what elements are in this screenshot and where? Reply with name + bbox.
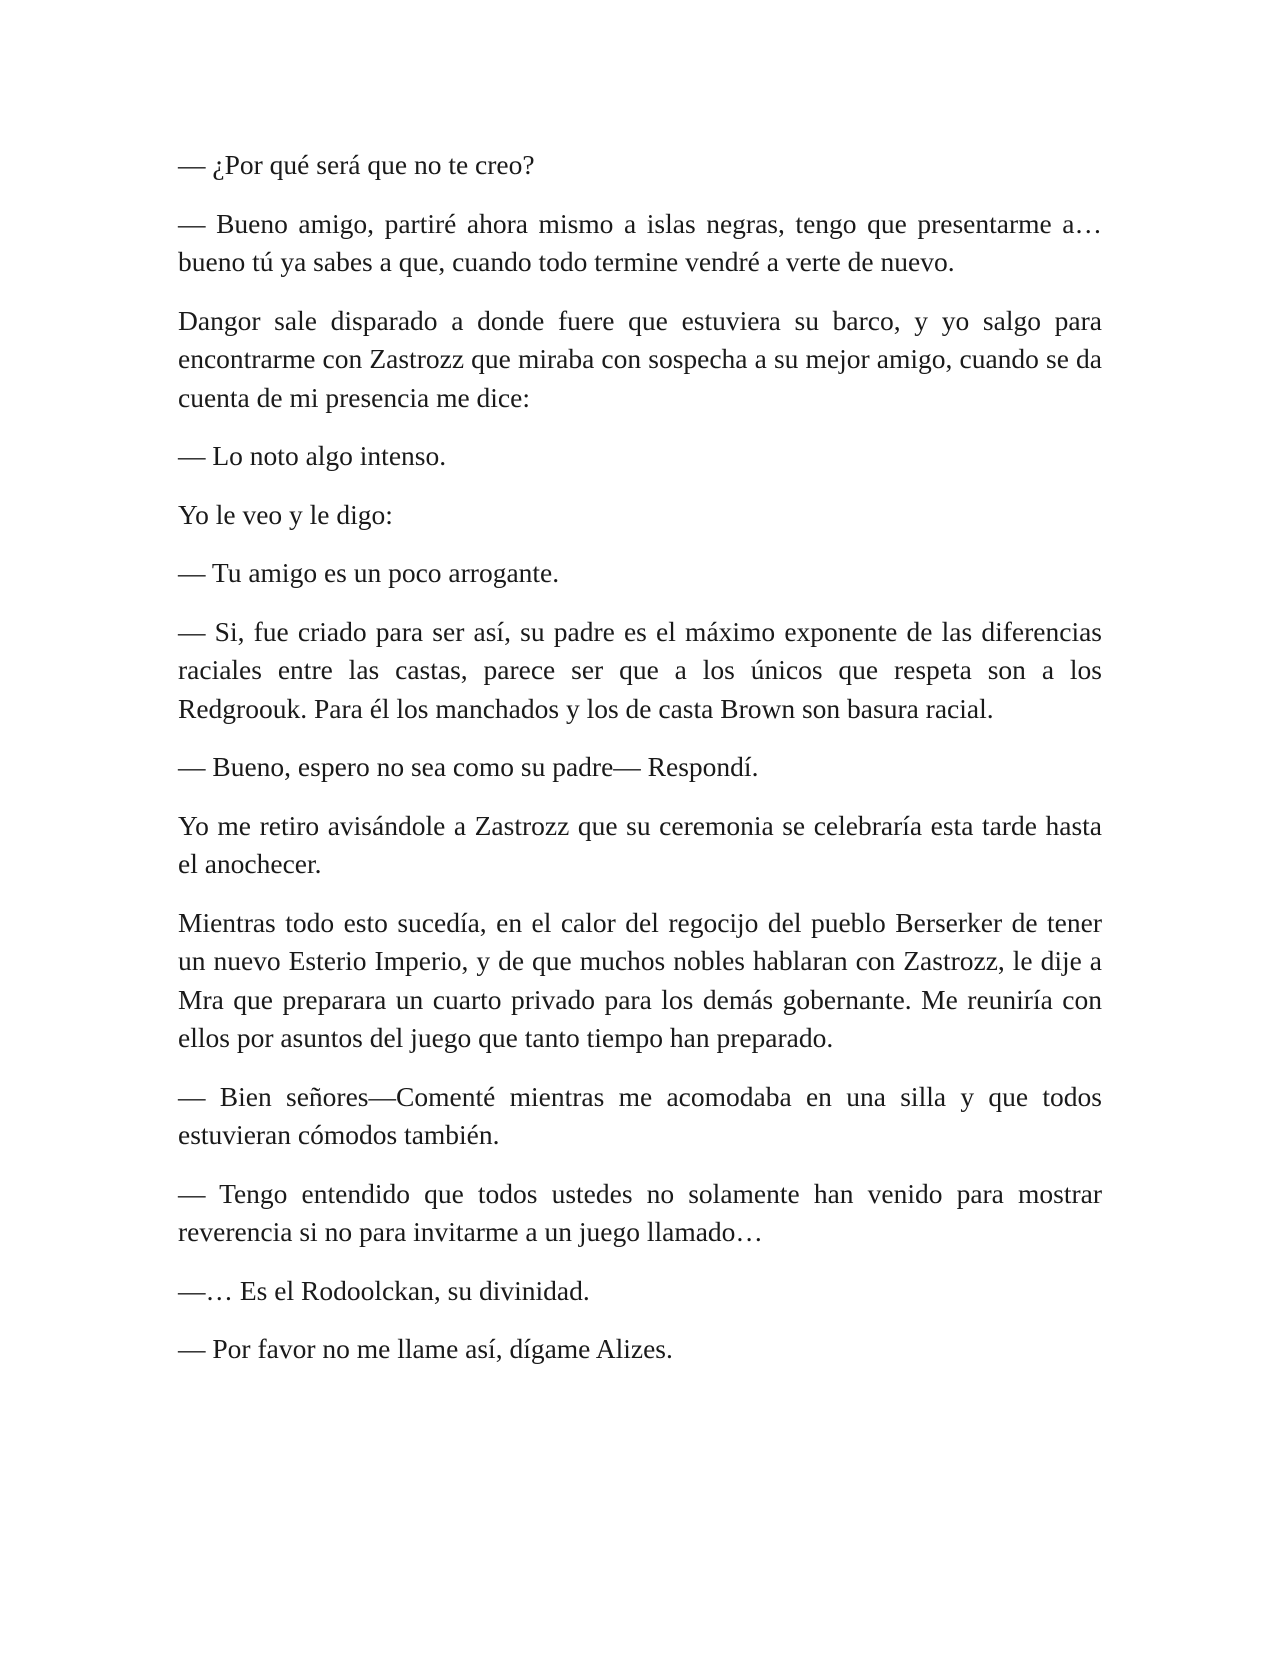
- paragraph: — Tengo entendido que todos ustedes no solamente han venido para mostrar reverencia si no para invitarme a un juego llamado…: [178, 1177, 1102, 1247]
- paragraph: — Por favor no me llame así, dígame Alizes.: [178, 1333, 673, 1364]
- paragraph: — Lo noto algo intenso.: [178, 440, 447, 471]
- paragraph: Yo me retiro avisándole a Zastrozz que su ceremonia se celebraría esta tarde hasta el anochecer.: [178, 809, 1102, 879]
- paragraph: Dangor sale disparado a donde fuere que estuviera su barco, y yo salgo para encontrarme con Zastrozz que miraba con sospecha a su mejor amigo, cuando se da cuenta de mi presencia me dice:: [178, 304, 1102, 413]
- paragraph: — ¿Por qué será que no te creo?: [178, 149, 535, 180]
- paragraph: — Tu amigo es un poco arrogante.: [178, 557, 560, 588]
- paragraph: —… Es el Rodoolckan, su divinidad.: [178, 1274, 590, 1306]
- paragraph: — Bueno, espero no sea como su padre— Respondí.: [178, 751, 759, 782]
- paragraph: Mientras todo esto sucedía, en el calor del regocijo del pueblo Berserker de tener un nuevo Esterio Imperio, y de que muchos nobles hablaran con Zastrozz, le dije a Mra que preparara un cuarto privado para los demás gobernante. Me reuniría con ellos por asuntos del juego que tanto tiempo han preparado.: [178, 906, 1102, 1053]
- body-text: [178, 146, 1102, 1389]
- paragraph: Yo le veo y le digo:: [178, 498, 393, 530]
- paragraph: — Bueno amigo, partiré ahora mismo a islas negras, tengo que presentarme a… bueno tú ya sabes a que, cuando todo termine vendré a verte de nuevo.: [178, 207, 1102, 277]
- paragraph: — Bien señores—Comenté mientras me acomodaba en una silla y que todos estuvieran cómodos también.: [178, 1080, 1102, 1150]
- paragraph: — Si, fue criado para ser así, su padre es el máximo exponente de las diferencias raciales entre las castas, parece ser que a los únicos que respeta son a los Redgroouk. Para él los manchados y los de casta Brown son basura racial.: [178, 615, 1102, 724]
